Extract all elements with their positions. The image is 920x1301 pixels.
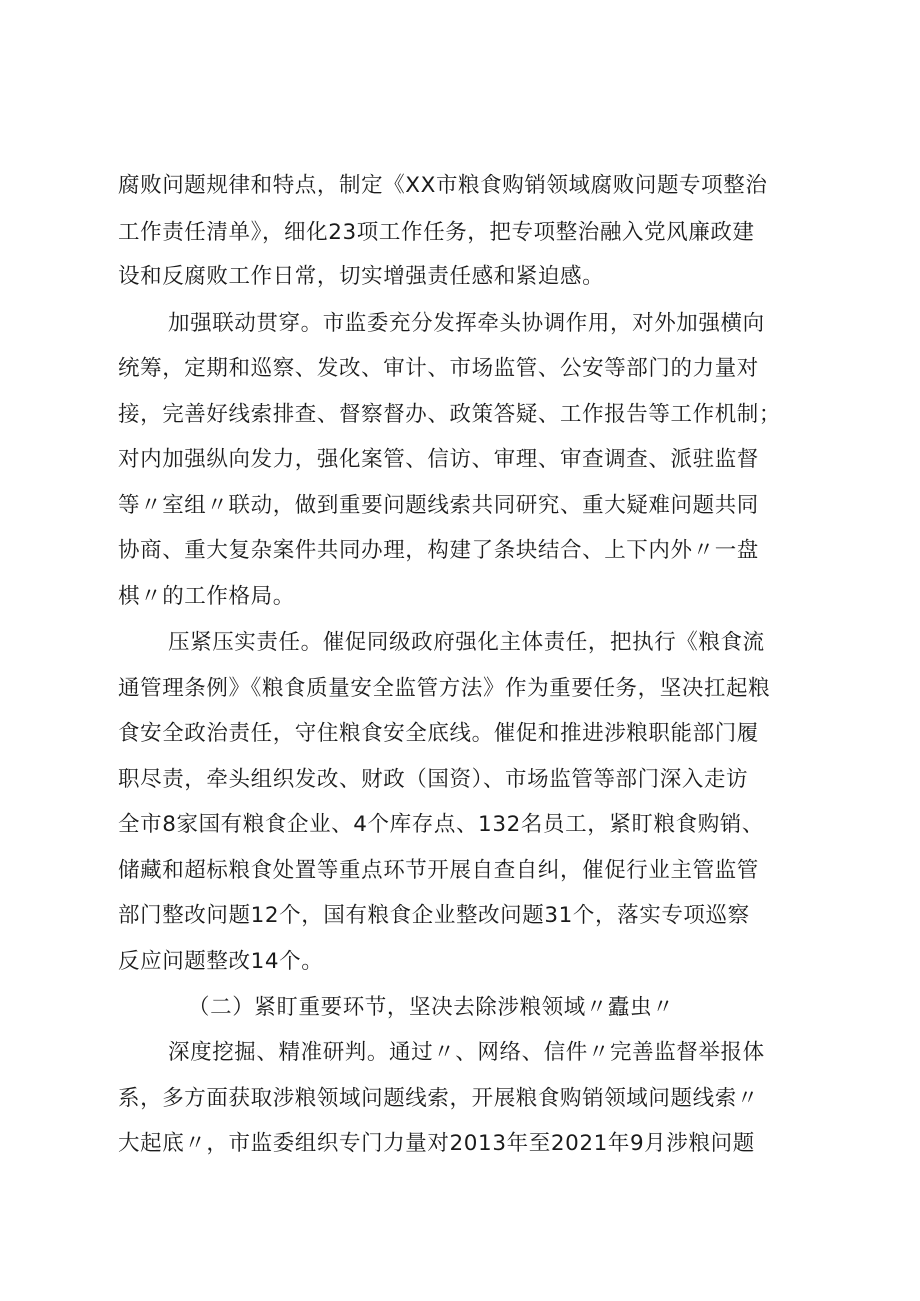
body-text-line: 储藏和超标粮食处置等重点环节开展自查自纠，催促行业主管监管 bbox=[118, 858, 759, 883]
body-text-line: 腐败问题规律和特点，制定《XX市粮食购销领域腐败问题专项整治 bbox=[118, 173, 768, 198]
body-text-line: 接，完善好线索排查、督察督办、政策答疑、工作报告等工作机制； bbox=[118, 402, 782, 427]
body-text-line: 棋〃的工作格局。 bbox=[118, 584, 295, 609]
body-text-line: 协商、重大复杂案件共同办理，构建了条块结合、上下内外〃一盘 bbox=[118, 538, 759, 563]
paragraph-lead-line: 加强联动贯穿。市监委充分发挥牵头协调作用，对外加强横向 bbox=[168, 311, 765, 336]
body-text-line: 统筹，定期和巡察、发改、审计、市场监管、公安等部门的力量对 bbox=[118, 356, 759, 381]
body-text-line: 工作责任清单》，细化23项工作任务，把专项整治融入党风廉政建 bbox=[118, 220, 755, 245]
body-text-line: 等〃室组〃联动，做到重要问题线索共同研究、重大疑难问题共同 bbox=[118, 493, 759, 518]
section-heading: （二）紧盯重要环节，坚决去除涉粮领域〃蠹虫〃 bbox=[188, 995, 675, 1020]
body-text-line: 设和反腐败工作日常，切实增强责任感和紧迫感。 bbox=[118, 264, 605, 289]
paragraph-lead-line: 深度挖掘、精准研判。通过〃、网络、信件〃完善监督举报体 bbox=[168, 1040, 765, 1065]
body-text-line: 部门整改问题12个，国有粮食企业整改问题31个，落实专项巡察 bbox=[118, 903, 750, 928]
body-text-line: 全市8家国有粮食企业、4个库存点、132名员工，紧盯粮食购销、 bbox=[118, 812, 764, 837]
paragraph-lead-line: 压紧压实责任。催促同级政府强化主体责任，把执行《粮食流 bbox=[168, 630, 765, 655]
body-text-line: 反应问题整改14个。 bbox=[118, 949, 324, 974]
body-text-line: 大起底〃，市监委组织专门力量对2013年至2021年9月涉粮问题 bbox=[118, 1131, 755, 1156]
body-text-line: 通管理条例》《粮食质量安全监管方法》作为重要任务，坚决扛起粮 bbox=[118, 676, 771, 701]
body-text-line: 食安全政治责任，守住粮食安全底线。催促和推进涉粮职能部门履 bbox=[118, 721, 759, 746]
body-text-line: 系，多方面获取涉粮领域问题线索，开展粮食购销领域问题线索〃 bbox=[118, 1086, 759, 1111]
body-text-line: 职尽责，牵头组织发改、财政（国资）、市场监管等部门深入走访 bbox=[118, 767, 749, 792]
body-text-line: 对内加强纵向发力，强化案管、信访、审理、审查调查、派驻监督 bbox=[118, 447, 759, 472]
